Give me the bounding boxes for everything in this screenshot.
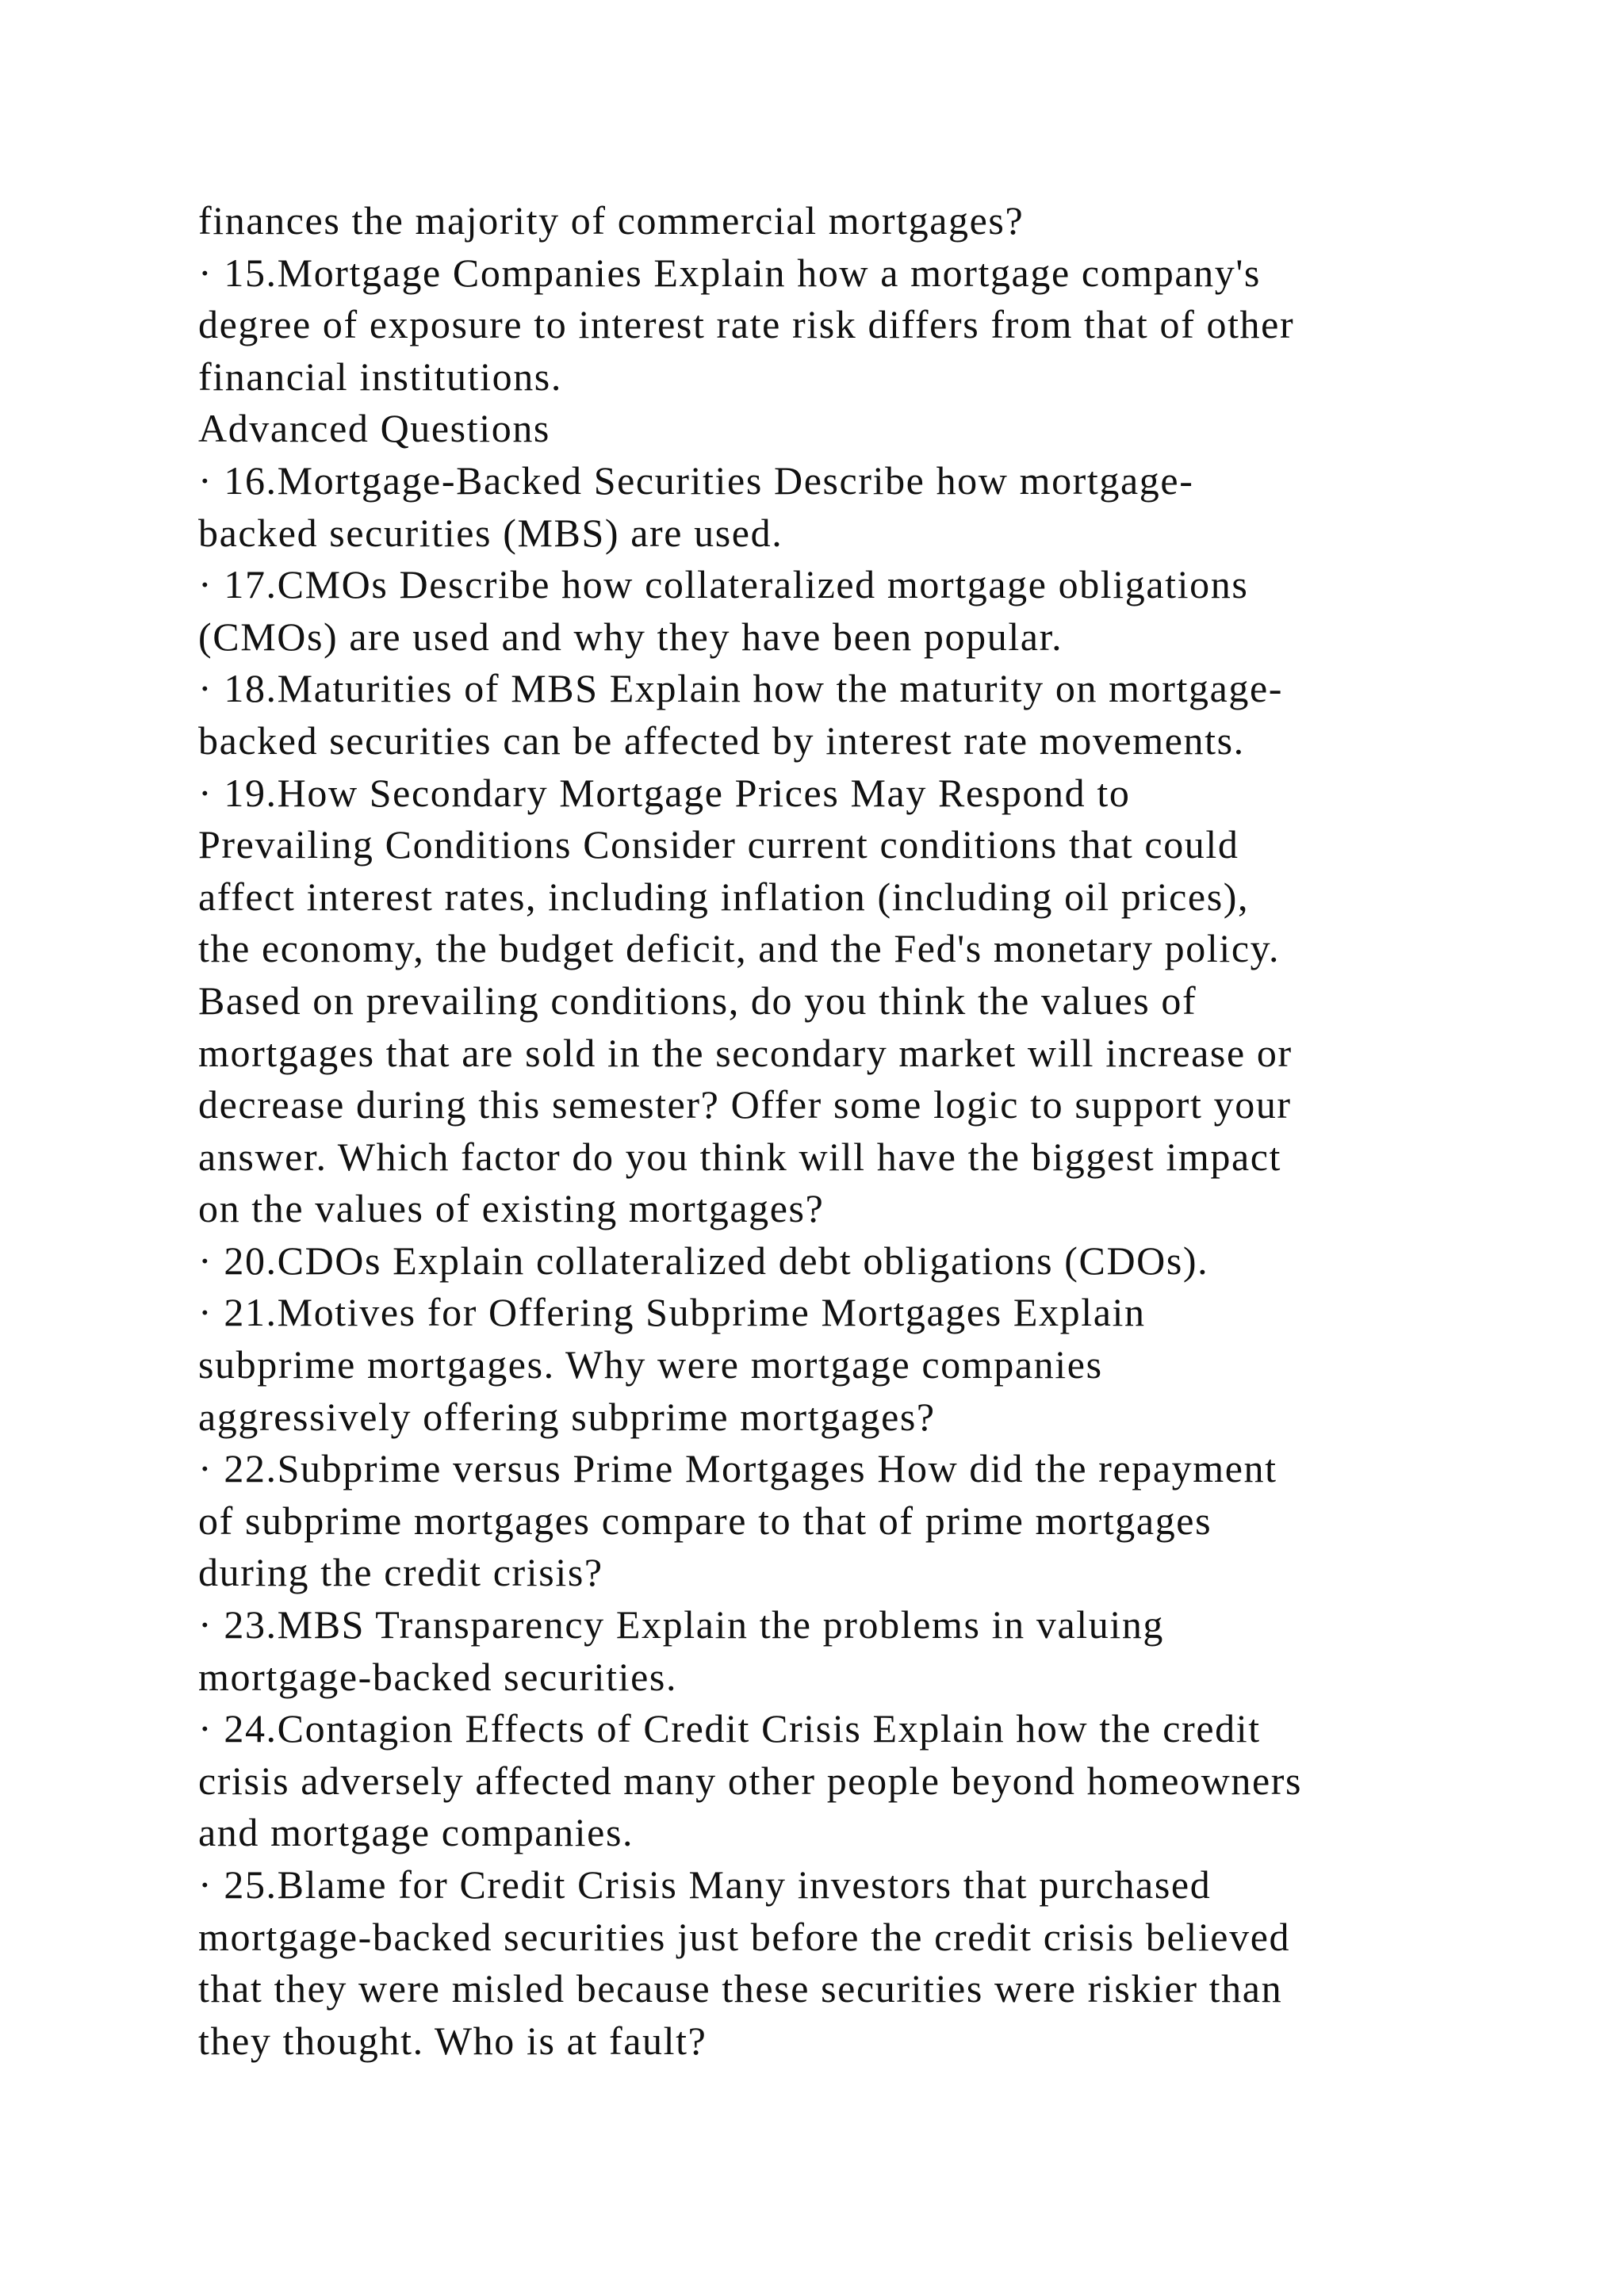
section-heading: Advanced Questions [198,406,550,451]
text-line: · 16.Mortgage-Backed Securities Describe how mortgage- [198,457,1194,503]
text-line: · 23.MBS Transparency Explain the problems in valuing [198,1602,1165,1647]
text-line: answer. Which factor do you think will have the biggest impact [198,1134,1282,1179]
text-line: aggressively offering subprime mortgages? [198,1394,936,1439]
text-line: decrease during this semester? Offer some logic to support your [198,1082,1292,1127]
text-line: · 22.Subprime versus Prime Mortgages How did the repayment [198,1446,1277,1491]
text-line: crisis adversely affected many other people beyond homeowners [198,1758,1303,1803]
text-line: mortgages that are sold in the secondary market will increase or [198,1030,1293,1075]
text-line: of subprime mortgages compare to that of prime mortgages [198,1498,1212,1543]
text-line: · 17.CMOs Describe how collateralized mortgage obligations [198,562,1249,607]
text-line: affect interest rates, including inflation (including oil prices), [198,874,1250,919]
text-line: (CMOs) are used and why they have been popular. [198,614,1063,659]
text-line: during the credit crisis? [198,1550,603,1595]
text-line: the economy, the budget deficit, and the Fed's monetary policy. [198,926,1281,971]
text-line: that they were misled because these securities were riskier than [198,1966,1283,2011]
text-line: degree of exposure to interest rate risk differs from that of other [198,302,1295,347]
text-line: · 21.Motives for Offering Subprime Mortgages Explain [198,1290,1146,1335]
text-line: financial institutions. [198,354,562,399]
document-text-block [198,195,1546,2067]
text-line: · 25.Blame for Credit Crisis Many investors that purchased [198,1862,1212,1907]
text-line: backed securities (MBS) are used. [198,510,783,555]
text-line: on the values of existing mortgages? [198,1186,825,1231]
text-line: finances the majority of commercial mortgages? [198,198,1025,243]
text-line: Based on prevailing conditions, do you think the values of [198,978,1197,1023]
text-line: · 19.How Secondary Mortgage Prices May Respond to [198,770,1131,815]
text-line: mortgage-backed securities just before the credit crisis believed [198,1914,1291,1959]
text-line: · 18.Maturities of MBS Explain how the maturity on mortgage- [198,666,1284,711]
text-line: they thought. Who is at fault? [198,2018,707,2063]
text-line: · 24.Contagion Effects of Credit Crisis Explain how the credit [198,1706,1261,1751]
text-line: Prevailing Conditions Consider current conditions that could [198,822,1239,867]
text-line: and mortgage companies. [198,1810,634,1855]
text-line: · 20.CDOs Explain collateralized debt obligations (CDOs). [198,1238,1209,1283]
text-line: backed securities can be affected by interest rate movements. [198,718,1245,763]
text-line: · 15.Mortgage Companies Explain how a mortgage company's [198,250,1261,295]
text-line: mortgage-backed securities. [198,1654,678,1699]
text-line: subprime mortgages. Why were mortgage companies [198,1342,1103,1387]
